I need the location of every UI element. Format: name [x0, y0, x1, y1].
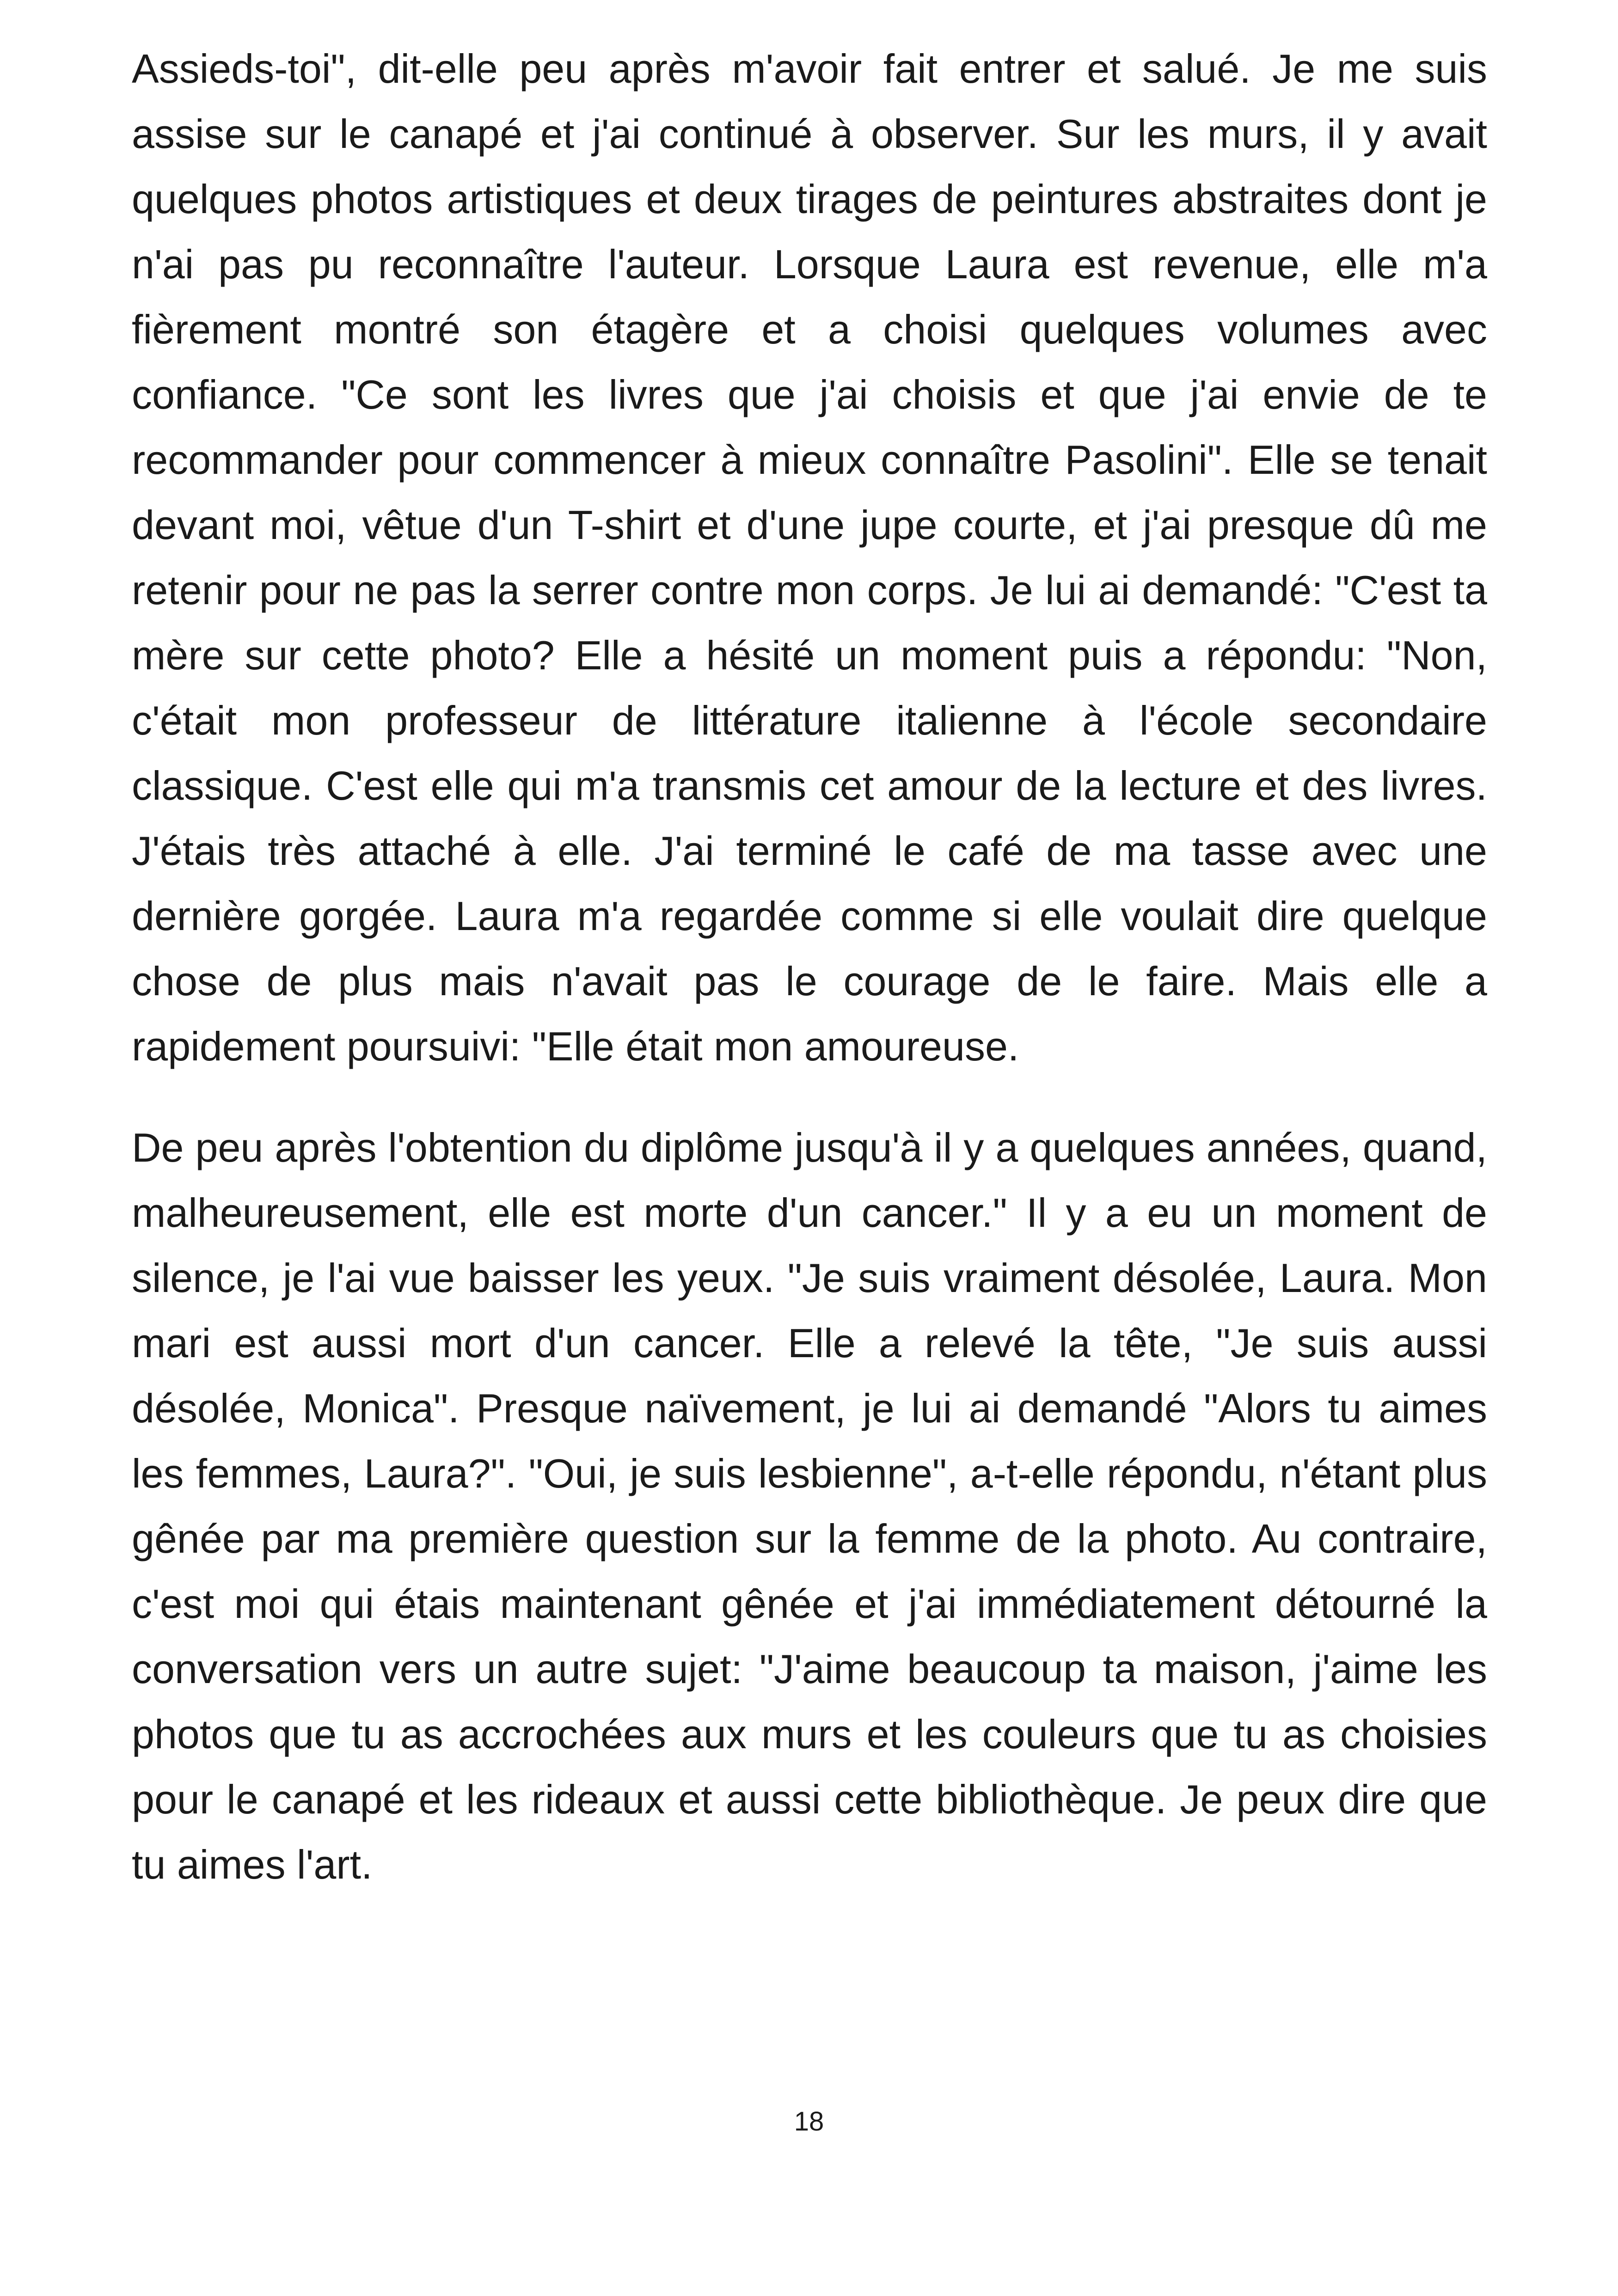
body-text: [132, 36, 1487, 1897]
page-number: 18: [794, 2106, 824, 2137]
paragraph-1: Assieds-toi", dit-elle peu après m'avoir fait entrer et salué. Je me suis assise sur le canapé et j'ai continué à observer. Sur les murs, il y avait quelques photos artistiques et deux tirages de peintures abstraites dont je n'ai pas pu reconnaître l'auteur. Lorsque Laura est revenue, elle m'a fièrement montré son étagère et a choisi quelques volumes avec confiance. "Ce sont les livres que j'ai choisis et que j'ai envie de te recommander pour commencer à mieux connaître Pasolini". Elle se tenait devant moi, vêtue d'un T-shirt et d'une jupe courte, et j'ai presque dû me retenir pour ne pas la serrer contre mon corps. Je lui ai demandé: "C'est ta mère sur cette photo? Elle a hésité un moment puis a répondu: "Non, c'était mon professeur de littérature italienne à l'école secondaire classique. C'est elle qui m'a transmis cet amour de la lecture et des livres. J'étais très attaché à elle. J'ai terminé le café de ma tasse avec une dernière gorgée. Laura m'a regardée comme si elle voulait dire quelque chose de plus mais n'avait pas le courage de le faire. Mais elle a rapidement poursuivi: "Elle était mon amoureuse.: [132, 46, 1487, 1069]
paragraph-2: De peu après l'obtention du diplôme jusqu'à il y a quelques années, quand, malheureusement, elle est morte d'un cancer." Il y a eu un moment de silence, je l'ai vue baisser les yeux. "Je suis vraiment désolée, Laura. Mon mari est aussi mort d'un cancer. Elle a relevé la tête, "Je suis aussi désolée, Monica". Presque naïvement, je lui ai demandé "Alors tu aimes les femmes, Laura?". "Oui, je suis lesbienne", a-t-elle répondu, n'étant plus gênée par ma première question sur la femme de la photo. Au contraire, c'est moi qui étais maintenant gênée et j'ai immédiatement détourné la conversation vers un autre sujet: "J'aime beaucoup ta maison, j'aime les photos que tu as accrochées aux murs et les couleurs que tu as choisies pour le canapé et les rideaux et aussi cette bibliothèque. Je peux dire que tu aimes l'art.: [132, 1125, 1487, 1887]
